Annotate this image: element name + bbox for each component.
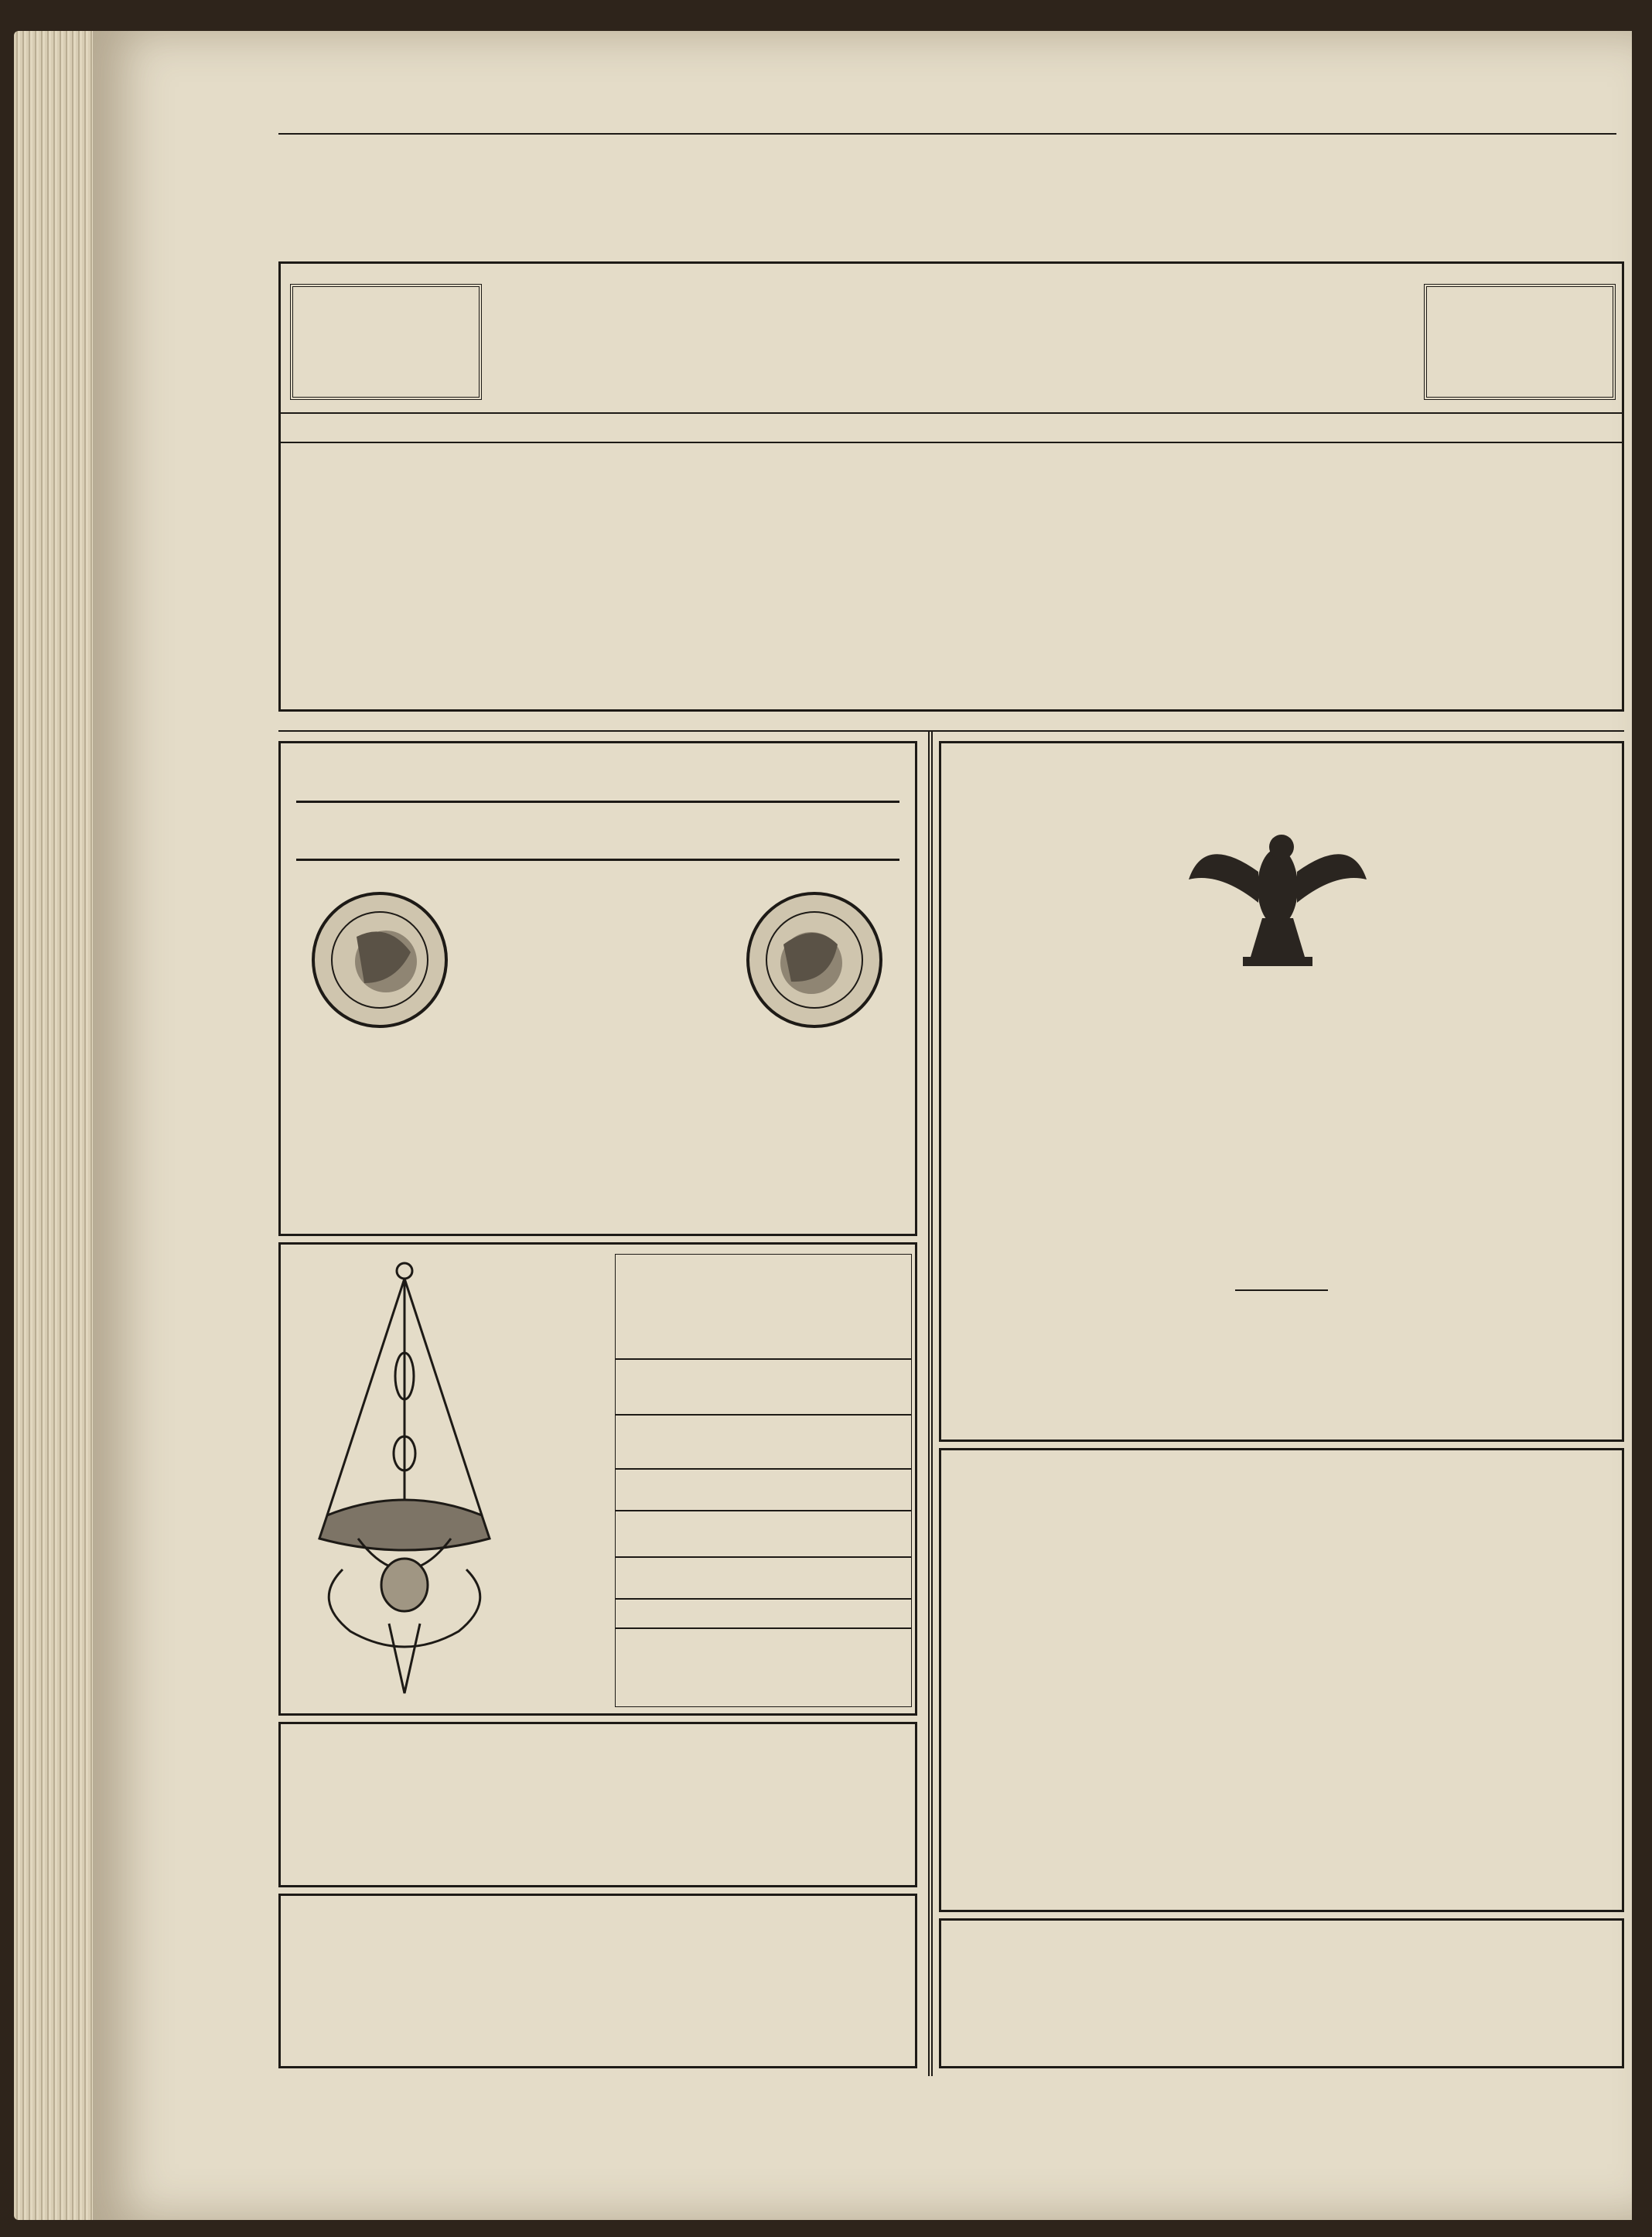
piano-ad [278,1722,917,1887]
sinossi-ad [278,1894,917,2068]
medal-right-icon [737,890,892,1030]
lamp-icon [296,1260,513,1701]
liquori-ad [278,741,917,1236]
liquori-name-banner [296,801,899,861]
pavesi-address-left [290,284,482,400]
rovati-ad [939,1448,1624,1912]
aquila-ad [939,741,1624,1442]
pavesi-ad [278,261,1624,712]
fracassi-ad [278,1242,917,1716]
alberti-ad [939,1918,1624,2068]
eagle-icon [1173,818,1382,980]
fracassi-panel [615,1254,912,1707]
newspaper-page [93,31,1632,2220]
medal-left-icon [302,890,457,1030]
pavesi-address-right [1424,284,1616,400]
